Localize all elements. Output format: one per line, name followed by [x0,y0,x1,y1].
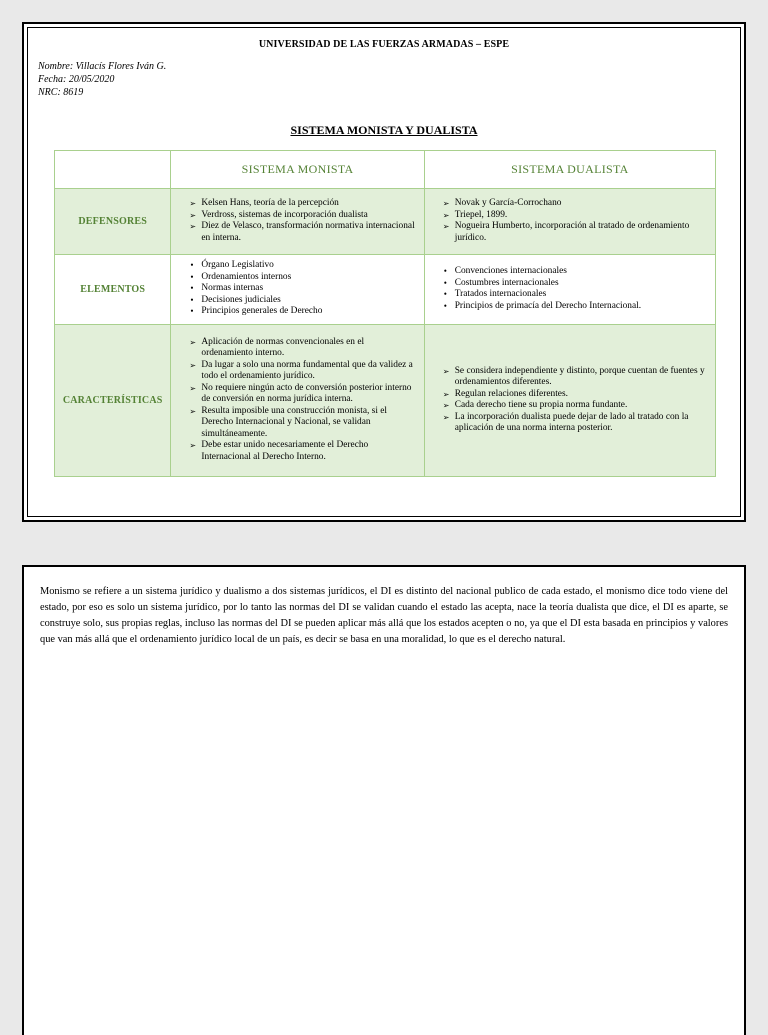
nrc-line: NRC: 8619 [38,87,84,98]
date-line: Fecha: 20/05/2020 [38,74,115,85]
arrow-bullet-icon: ➢ [189,383,197,393]
table-row [55,255,716,325]
cell-dualista [424,255,715,325]
table-row [55,189,716,255]
list-item [431,366,709,389]
header-monista: SISTEMA MONISTA [171,151,424,189]
list-item [431,400,709,412]
list-item [431,412,709,435]
bullet-dot-icon: • [190,306,194,317]
list-item-text: Decisiones judiciales [201,294,281,305]
bullet-list [431,266,709,312]
bullet-dot-icon: • [443,266,447,276]
list-item-text: Ordenamientos internos [201,271,292,282]
arrow-bullet-icon: ➢ [189,360,197,370]
arrow-bullet-icon: ➢ [189,337,197,347]
arrow-bullet-icon: ➢ [442,210,450,220]
arrow-bullet-icon: ➢ [442,366,450,376]
list-item-text: Convenciones internacionales [454,266,567,276]
list-item [177,295,417,307]
list-item-text: Tratados internacionales [454,289,547,299]
student-info [38,60,166,99]
list-item-text: Nogueira Humberto, incorporación al tratado de ordenamiento jurídico. [454,221,690,243]
list-item [431,221,709,244]
arrow-bullet-icon: ➢ [442,412,450,422]
list-item [431,301,709,313]
list-item [177,383,417,406]
arrow-bullet-icon: ➢ [442,401,450,410]
bullet-dot-icon: • [443,277,447,288]
cell-monista [171,255,424,325]
bullet-list [177,260,417,318]
body-paragraph: Monismo se refiere a un sistema jurídico y dualismo a dos sistemas jurídicos, el DI es distinto del nacional publico de cada estado, el monismo dice todo viene del estado, por eso es solo un sistema jurídico, por lo tanto las normas del DI se validan cuando el estado las acepta, nace la teoría dualista que dice, el DI es aparte, se construye solo, sus propias reglas, incluso las normas del DI se pueden aplicar más allá que los estados acepten o no, ya que el DI esta basada en principios y valores que van más allá que el ordenamiento jurídico local de un país, es decir se basa en una moralidad, lo que es el derecho natural. [40,586,728,645]
list-item [177,306,417,318]
table-row [55,325,716,477]
bullet-list [177,198,417,244]
list-item-text: Costumbres internacionales [454,277,559,288]
cell-dualista [424,325,715,477]
arrow-bullet-icon: ➢ [189,199,197,208]
cell-monista [171,325,424,477]
list-item-text: Diez de Velasco, transformación normativa internacional en interna. [201,221,415,243]
list-item [177,272,417,284]
list-item-text: Debe estar unido necesariamente el Derecho Internacional al Derecho Interno. [201,440,369,462]
bullet-dot-icon: • [190,271,194,282]
bullet-dot-icon: • [443,289,447,299]
list-item-text: Cada derecho tiene su propia norma fundante. [454,400,628,410]
bullet-list [431,366,709,435]
list-item [177,210,417,222]
list-item [177,283,417,295]
cell-dualista [424,189,715,255]
list-item-text: Principios de primacía del Derecho Internacional. [454,300,642,311]
bullet-list [177,337,417,464]
list-item [177,406,417,441]
list-item-text: Resulta imposible una construcción monista, si el Derecho Internacional y Nacional, se validan simultáneamente. [201,405,388,439]
header-dualista: SISTEMA DUALISTA [424,151,715,189]
list-item [431,266,709,278]
arrow-bullet-icon: ➢ [189,441,197,451]
list-item [177,260,417,272]
list-item-text: Da lugar a solo una norma fundamental que da validez a todo el ordenamiento jurídico. [201,359,413,382]
list-item [431,210,709,222]
header-empty-cell [55,151,171,189]
list-item [177,337,417,360]
list-item-text: Regulan relaciones diferentes. [454,388,568,399]
list-item [431,389,709,401]
table-header-row [55,151,716,189]
document-title: SISTEMA MONISTA Y DUALISTA [290,123,478,137]
list-item-text: Se considera independiente y distinto, porque cuentan de fuentes y ordenamientos diferentes. [454,365,705,387]
arrow-bullet-icon: ➢ [189,406,197,416]
list-item-text: Órgano Legislativo [201,260,274,271]
cell-monista [171,189,424,255]
list-item [177,360,417,383]
list-item-text: Normas internas [201,283,264,294]
list-item [431,198,709,210]
list-item-text: Triepel, 1899. [454,209,508,220]
arrow-bullet-icon: ➢ [189,210,197,220]
bullet-dot-icon: • [190,260,194,271]
list-item [177,221,417,244]
list-item-text: La incorporación dualista puede dejar de lado al tratado con la aplicación de una norma interna posterior. [454,411,689,433]
arrow-bullet-icon: ➢ [442,389,450,399]
list-item-text: Novak y García-Corrochano [454,198,562,208]
list-item [177,198,417,210]
bullet-dot-icon: • [190,294,194,305]
list-item [177,440,417,463]
row-label: DEFENSORES [55,189,171,255]
comparison-table [54,150,716,477]
list-item-text: No requiere ningún acto de conversión posterior interno de conversión en norma jurídica interna. [201,382,412,405]
university-header: UNIVERSIDAD DE LAS FUERZAS ARMADAS – ESPE [258,39,510,50]
arrow-bullet-icon: ➢ [442,222,450,231]
document-page-2 [22,565,746,1035]
arrow-bullet-icon: ➢ [442,199,450,208]
list-item-text: Aplicación de normas convencionales en el ordenamiento interno. [201,336,365,359]
list-item-text: Principios generales de Derecho [201,306,323,317]
bullet-dot-icon: • [190,283,194,294]
document-page-1 [22,22,746,522]
table-body [55,189,716,477]
list-item-text: Verdross, sistemas de incorporación dualista [201,209,368,220]
student-name: Nombre: Villacís Flores Iván G. [38,61,167,72]
bullet-list [431,198,709,244]
row-label: CARACTERÍSTICAS [55,325,171,477]
list-item-text: Kelsen Hans, teoría de la percepción [201,198,339,208]
bullet-dot-icon: • [443,300,447,311]
arrow-bullet-icon: ➢ [189,222,197,231]
list-item [431,289,709,301]
list-item [431,278,709,290]
row-label: ELEMENTOS [55,255,171,325]
